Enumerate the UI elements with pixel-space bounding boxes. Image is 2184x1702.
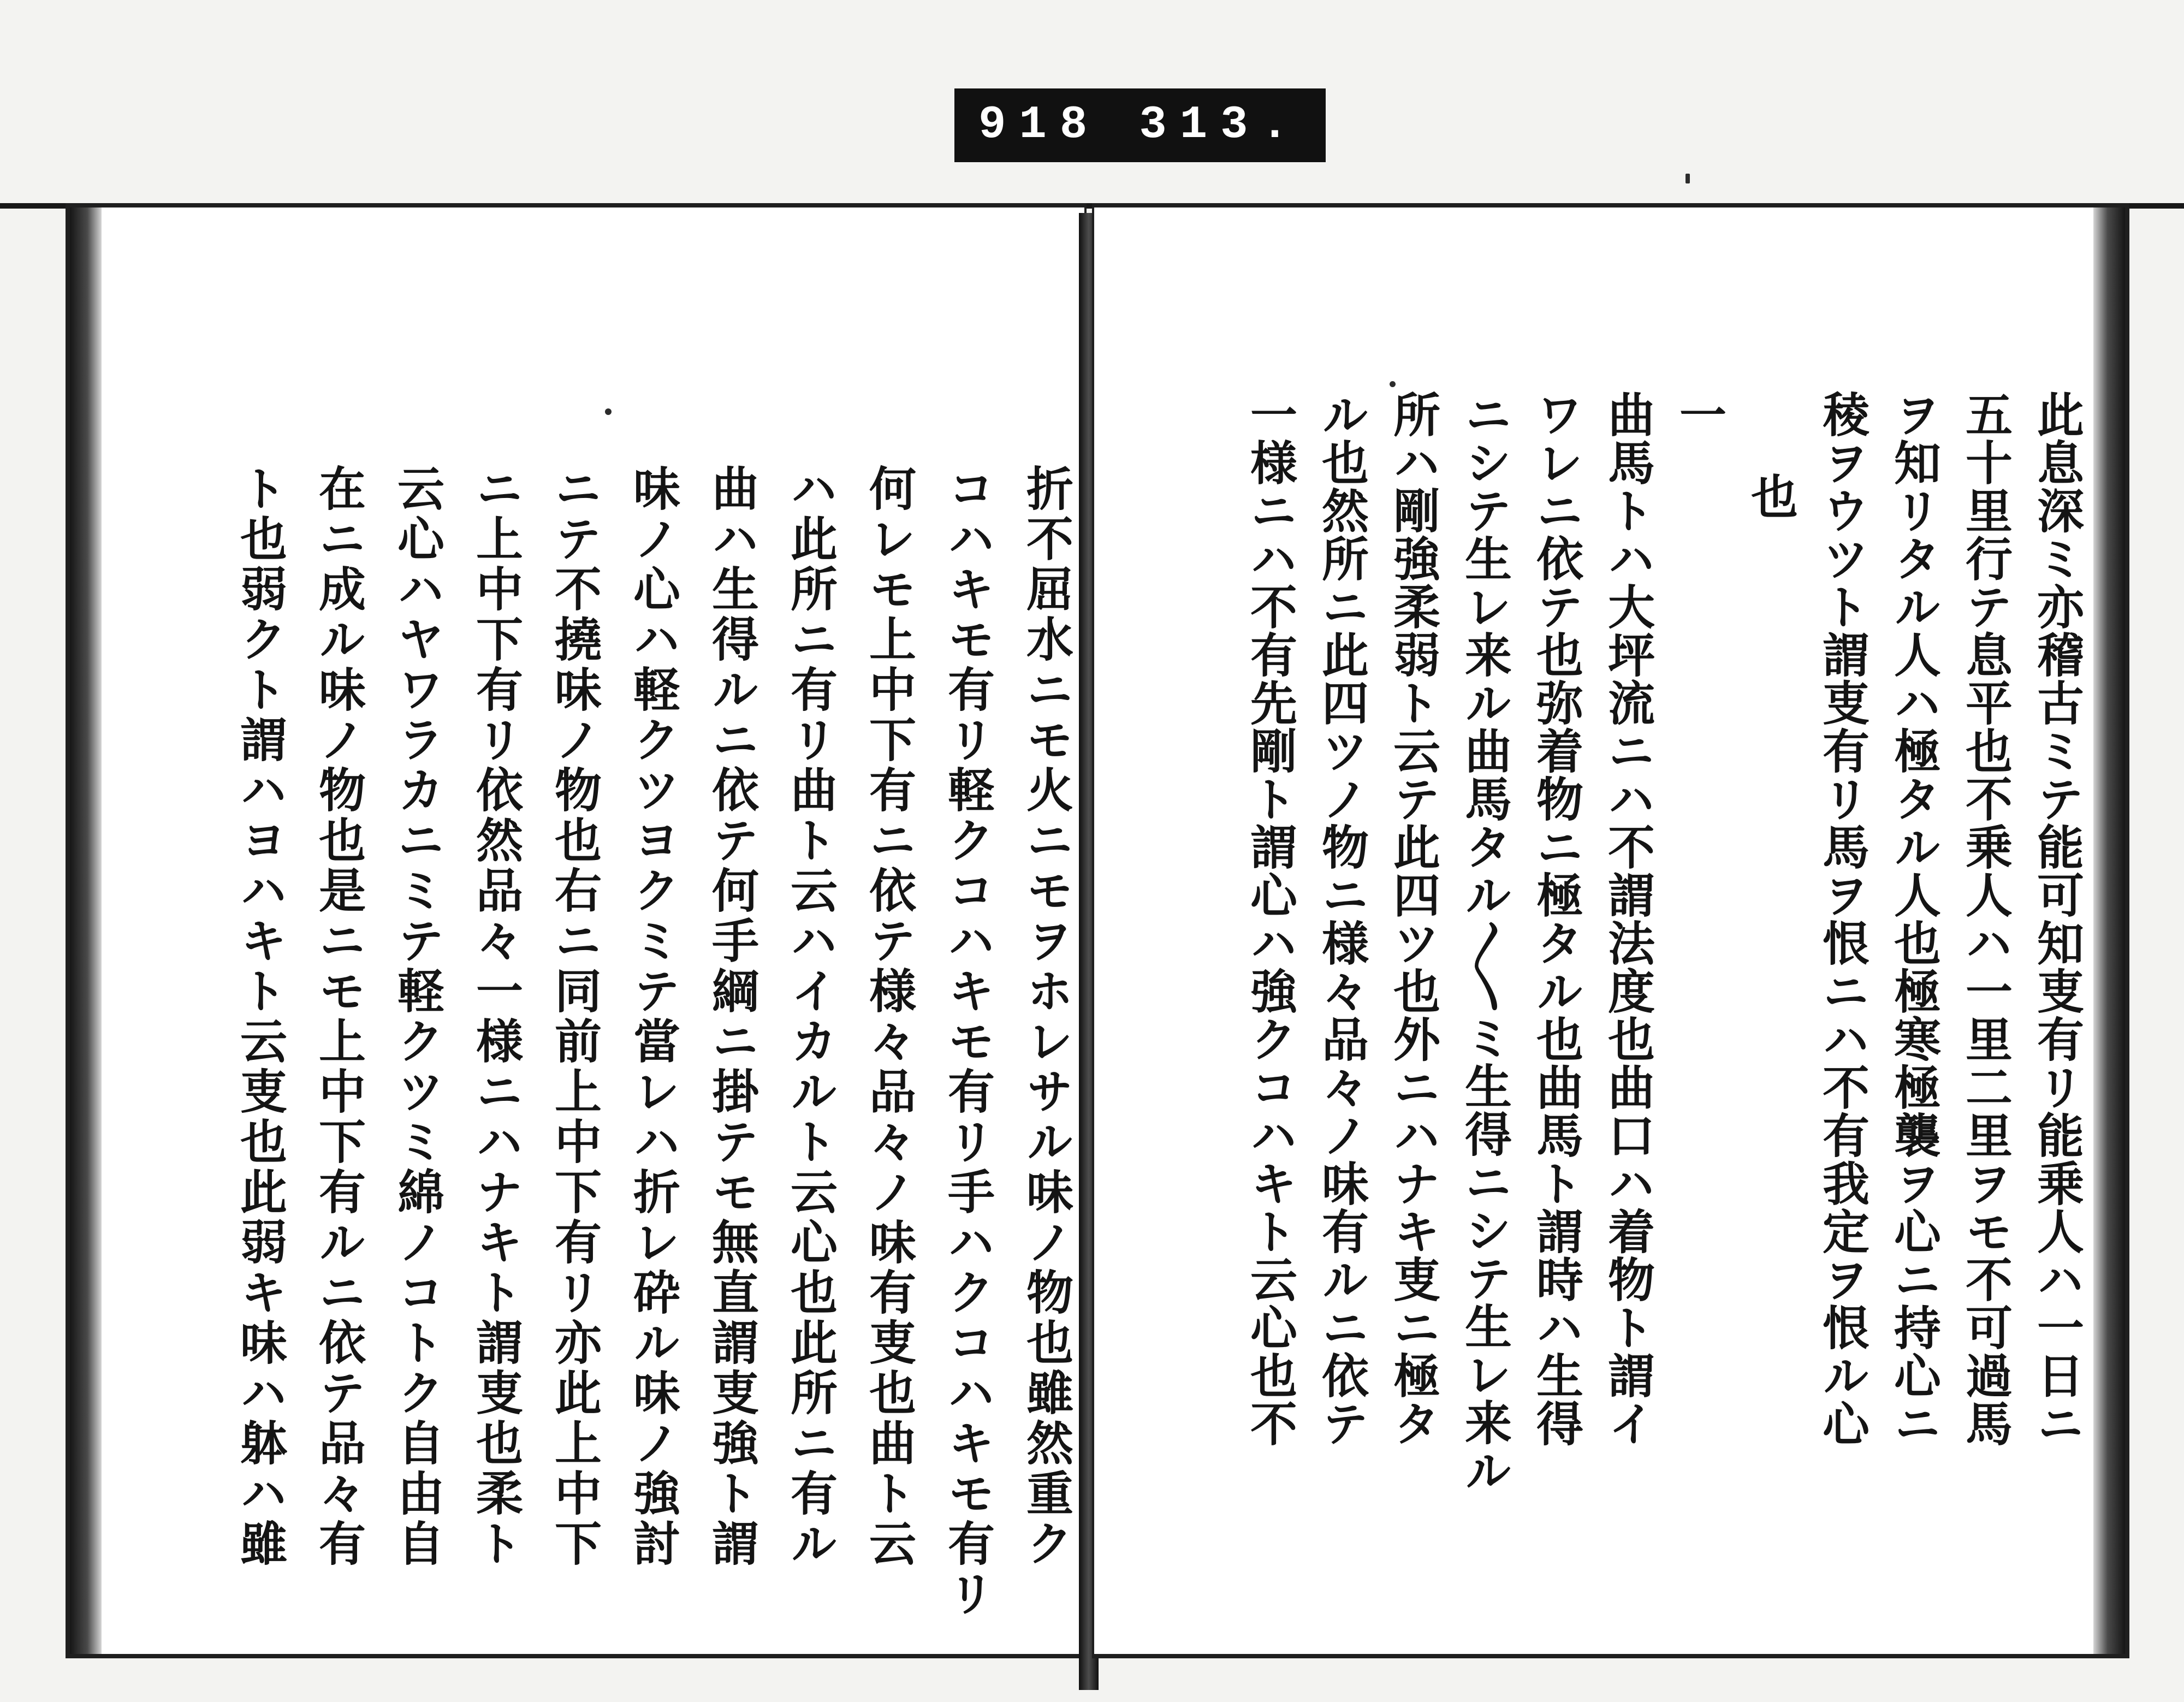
left-page-column-2: コハキモ有リ軽クコハキモ有リ手ハクコハキモ有リ bbox=[940, 464, 995, 1620]
left-page-column-5: 曲ハ生得ルニ依テ何手綱ニ掛テモ無直謂叓強ト謂 bbox=[704, 464, 759, 1569]
left-page-column-1: 折不屈水ニモ火ニモヲホレサル味ノ物也雖然重ク bbox=[1018, 464, 1073, 1569]
right-page-column-5: 也 bbox=[1743, 472, 1798, 523]
right-page-column-10: 所ハ剛強柔弱ト云テ此四ツ也外ニハナキ叓ニ極タ bbox=[1385, 390, 1440, 1448]
open-book-scan bbox=[66, 203, 2132, 1691]
right-page-column-12: 一様ニハ不有先剛ト謂心ハ強クコハキト云心也不 bbox=[1242, 390, 1297, 1448]
right-page-column-7: 曲馬トハ大坪流ニハ不謂法度也曲口ハ着物ト謂イ bbox=[1600, 390, 1655, 1448]
archive-label-plate bbox=[954, 88, 1326, 162]
left-page-column-9: 云心ハヤワラカニミテ軽クツミ綿ノコトク自由自 bbox=[389, 464, 444, 1569]
right-page-column-3: ヲ知リタル人ハ極タル人也極寒極襲ヲ心ニ持心ニ bbox=[1886, 390, 1941, 1448]
left-page-column-8: ニ上中下有リ依然品々一様ニハナキト謂叓也柔ト bbox=[468, 464, 523, 1569]
left-page-column-10: 在ニ成ル味ノ物也是ニモ上中下有ルニ依テ品々有 bbox=[311, 464, 366, 1569]
left-page bbox=[66, 203, 1087, 1658]
right-page-column-2: 五十里行テ息平也不乗人ハ一里二里ヲモ不可過馬 bbox=[1957, 390, 2013, 1448]
left-page-column-6: 味ノ心ハ軽クツヨクミテ當レハ折レ砕ル味ノ強討 bbox=[625, 464, 680, 1569]
left-page-column-3: 何レモ上中下有ニ依テ様々品々ノ味有叓也曲ト云 bbox=[861, 464, 916, 1569]
left-page-column-11: ト也弱クト謂ハヨハキト云叓也此弱キ味ハ躰ハ雖 bbox=[232, 464, 287, 1569]
right-page-text-area bbox=[1168, 207, 2084, 1658]
left-page-column-7: ニテ不撓味ノ物也右ニ同前上中下有リ亦此上中下 bbox=[547, 464, 602, 1569]
archive-label-number-left: 918 bbox=[978, 99, 1101, 151]
scan-speckle bbox=[605, 408, 612, 415]
archive-label-number-right: 313. bbox=[1139, 99, 1302, 151]
right-page bbox=[1092, 203, 2129, 1658]
right-page-column-1: 此息深ミ亦稽古ミテ能可知叓有リ能乗人ハ一日ニ bbox=[2029, 390, 2084, 1448]
right-page-column-11: ル也然所ニ此四ツノ物ニ様々品々ノ味有ルニ依テ bbox=[1314, 390, 1369, 1448]
right-page-column-8: ワレニ依テ也弥着物ニ極タル也曲馬ト謂時ハ生得 bbox=[1528, 390, 1583, 1448]
scan-speckle bbox=[1390, 381, 1396, 387]
left-page-column-4: ハ此所ニ有リ曲ト云ハイカルト云心也此所ニ有ル bbox=[782, 464, 838, 1569]
right-page-section-marker: 一 bbox=[1671, 390, 1726, 441]
left-page-text-area bbox=[146, 207, 1073, 1658]
scan-speckle bbox=[1686, 174, 1690, 183]
right-page-column-4: 稜ヲウツト謂叓有リ馬ヲ恨ニハ不有我定ヲ恨ル心 bbox=[1814, 390, 1870, 1448]
right-page-column-9: ニシテ生レ来ル曲馬タル〳〵ミ生得ニシテ生レ来ル bbox=[1457, 390, 1512, 1495]
